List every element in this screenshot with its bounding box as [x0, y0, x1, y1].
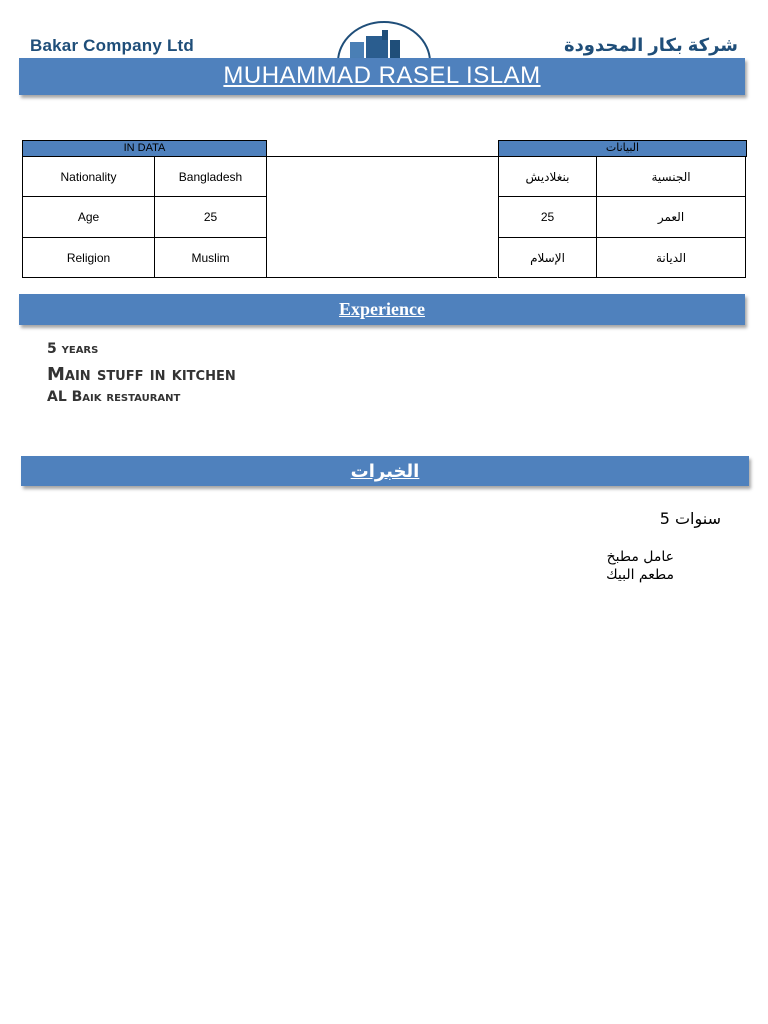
religion-label-ar: الديانة [597, 238, 746, 278]
table-row [23, 157, 267, 197]
nationality-value: Bangladesh [155, 157, 267, 197]
experience-employer-ar: مطعم البيك [606, 567, 674, 583]
experience-years: 5 years [47, 341, 99, 357]
nationality-label: Nationality [23, 157, 155, 197]
company-name-en: Bakar Company Ltd [30, 36, 194, 55]
photo-area [265, 157, 497, 278]
experience-heading-ar: الخبرات [21, 456, 749, 486]
table-row [23, 238, 267, 278]
experience-years-ar: سنوات 5 [659, 509, 721, 528]
nationality-label-ar: الجنسية [597, 157, 746, 197]
table-row [499, 197, 746, 238]
info-table-ar [498, 156, 746, 278]
age-value-ar: 25 [499, 197, 597, 238]
age-label-ar: العمر [597, 197, 746, 238]
company-logo-icon [336, 20, 432, 60]
table-row [499, 157, 746, 197]
info-table-en [22, 156, 267, 278]
experience-position-ar: عامل مطبخ [606, 549, 674, 565]
religion-label: Religion [23, 238, 155, 278]
age-label: Age [23, 197, 155, 238]
age-value: 25 [155, 197, 267, 238]
info-header-ar: البيانات [498, 140, 747, 157]
experience-employer: AL Baik restaurant [47, 389, 181, 405]
info-header-en: IN DATA [22, 140, 267, 157]
nationality-value-ar: بنغلاديش [499, 157, 597, 197]
company-name-ar: شركة بكار المحدودة [563, 35, 738, 55]
experience-heading: Experience [19, 294, 745, 325]
candidate-name: MUHAMMAD RASEL ISLAM [19, 58, 745, 95]
table-row [499, 238, 746, 278]
religion-value-ar: الإسلام [499, 238, 597, 278]
experience-position: Main stuff in kitchen [47, 364, 236, 385]
table-row [23, 197, 267, 238]
religion-value: Muslim [155, 238, 267, 278]
